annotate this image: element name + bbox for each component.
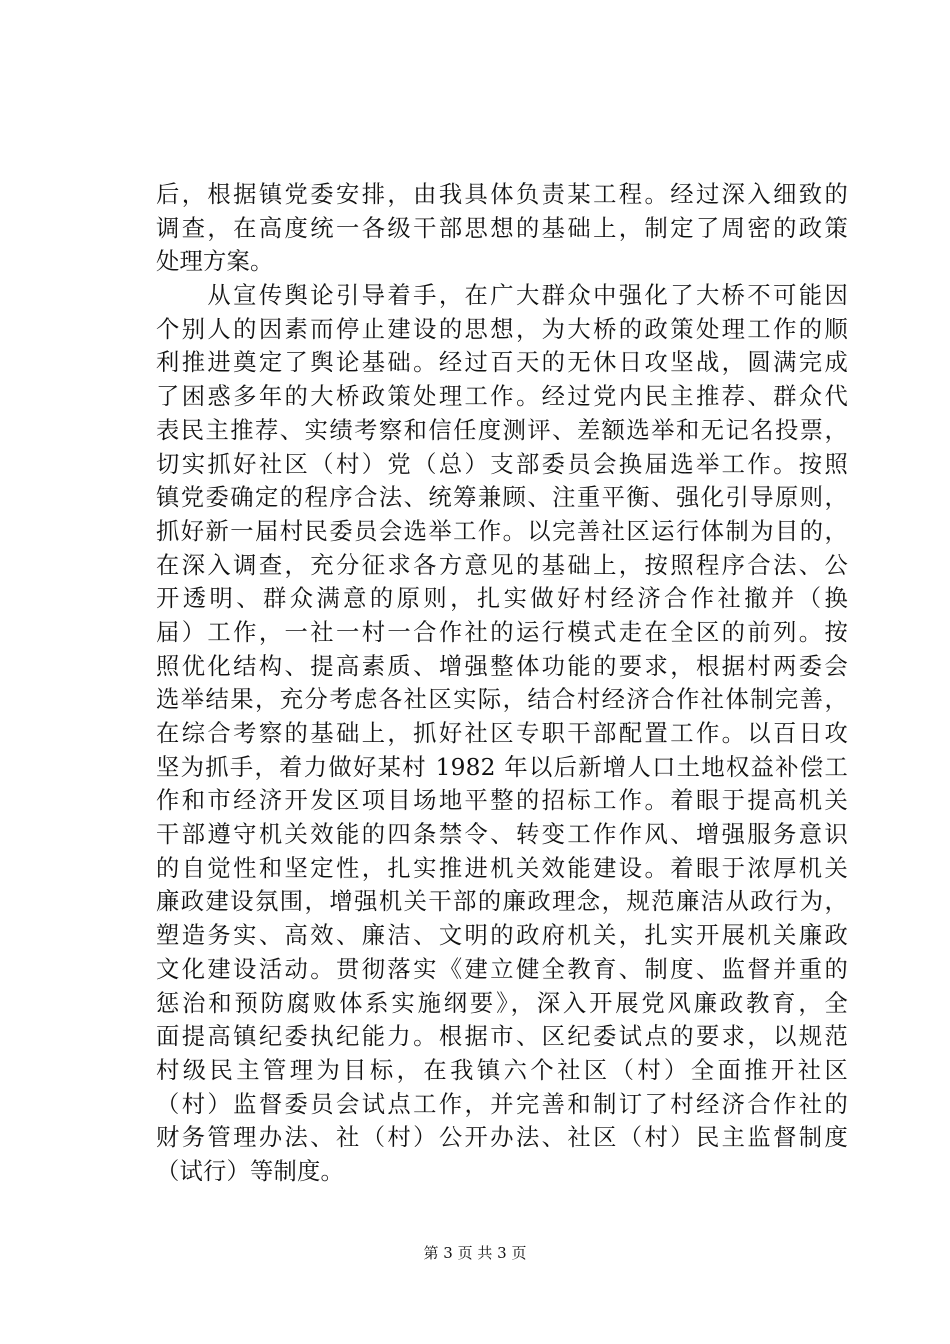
text-line: 切实抓好社区（村）党（总）支部委员会换届选举工作。按照 bbox=[156, 450, 848, 478]
text-line: 开透明、群众满意的原则，扎实做好村经济合作社撤并（换 bbox=[156, 585, 848, 613]
text-line: 照优化结构、提高素质、增强整体功能的要求，根据村两委会 bbox=[156, 652, 848, 680]
text-line: （村）监督委员会试点工作，并完善和制订了村经济合作社的 bbox=[156, 1090, 848, 1118]
text-line: （试行）等制度。 bbox=[156, 1157, 344, 1185]
text-line: 面提高镇纪委执纪能力。根据市、区纪委试点的要求，以规范 bbox=[156, 1023, 848, 1051]
text-line: 塑造务实、高效、廉洁、文明的政府机关，扎实开展机关廉政 bbox=[156, 922, 848, 950]
text-line: 坚为抓手，着力做好某村 1982 年以后新增人口土地权益补偿工 bbox=[156, 753, 848, 781]
text-line: 财务管理办法、社（村）公开办法、社区（村）民主监督制度 bbox=[156, 1124, 848, 1152]
text-line: 镇党委确定的程序合法、统筹兼顾、注重平衡、强化引导原则， bbox=[156, 484, 848, 512]
text-line: 作和市经济开发区项目场地平整的招标工作。着眼于提高机关 bbox=[156, 787, 848, 815]
text-line: 廉政建设氛围，增强机关干部的廉政理念，规范廉洁从政行为， bbox=[156, 888, 848, 916]
text-line: 选举结果，充分考虑各社区实际，结合村经济合作社体制完善， bbox=[156, 686, 848, 714]
text-line: 后，根据镇党委安排，由我具体负责某工程。经过深入细致的 bbox=[156, 181, 848, 208]
text-line: 利推进奠定了舆论基础。经过百天的无休日攻坚战，圆满完成 bbox=[156, 349, 848, 377]
text-line: 在综合考察的基础上，抓好社区专职干部配置工作。以百日攻 bbox=[156, 720, 848, 747]
text-line: 从宣传舆论引导着手，在广大群众中强化了大桥不可能因 bbox=[156, 282, 848, 310]
text-line: 惩治和预防腐败体系实施纲要》，深入开展党风廉政教育，全 bbox=[156, 989, 848, 1017]
text-line: 的自觉性和坚定性，扎实推进机关效能建设。着眼于浓厚机关 bbox=[156, 854, 848, 882]
body-text bbox=[156, 178, 848, 1189]
page-footer: 第 3 页 共 3 页 bbox=[423, 1244, 527, 1262]
text-line: 届）工作，一社一村一合作社的运行模式走在全区的前列。按 bbox=[156, 618, 848, 646]
text-line: 处理方案。 bbox=[156, 248, 274, 276]
text-line: 调查，在高度统一各级干部思想的基础上，制定了周密的政策 bbox=[156, 214, 848, 242]
text-line: 了困惑多年的大桥政策处理工作。经过党内民主推荐、群众代 bbox=[156, 383, 848, 411]
text-line: 干部遵守机关效能的四条禁令、转变工作作风、增强服务意识 bbox=[156, 821, 848, 849]
text-line: 抓好新一届村民委员会选举工作。以完善社区运行体制为目的， bbox=[156, 517, 848, 545]
text-line: 表民主推荐、实绩考察和信任度测评、差额选举和无记名投票， bbox=[156, 416, 848, 444]
text-line: 文化建设活动。贯彻落实《建立健全教育、制度、监督并重的 bbox=[156, 955, 848, 983]
text-line: 个别人的因素而停止建设的思想，为大桥的政策处理工作的顺 bbox=[156, 315, 848, 343]
text-line: 村级民主管理为目标，在我镇六个社区（村）全面推开社区 bbox=[156, 1056, 848, 1084]
text-line: 在深入调查，充分征求各方意见的基础上，按照程序合法、公 bbox=[156, 551, 848, 579]
